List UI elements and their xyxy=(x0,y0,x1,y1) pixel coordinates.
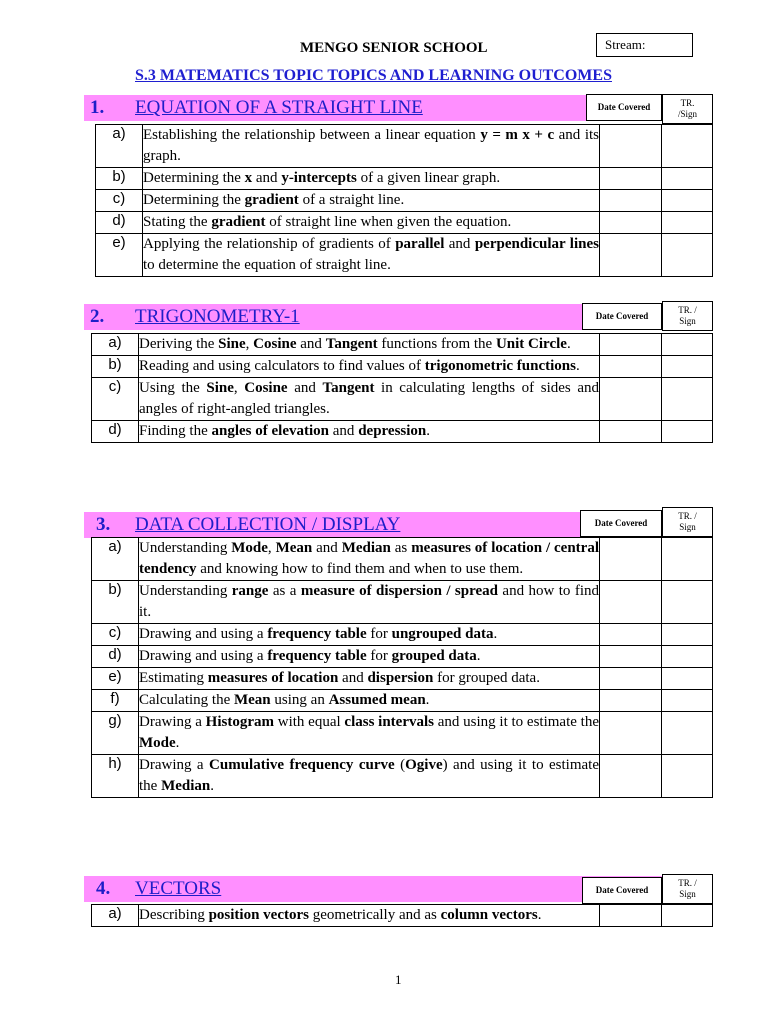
text-run: Understanding xyxy=(139,583,232,599)
tr-sign-cell[interactable] xyxy=(662,624,713,646)
text-run: of straight line when given the equation. xyxy=(265,214,512,230)
outcome-text xyxy=(139,378,600,421)
tr-sign-cell[interactable] xyxy=(662,378,713,421)
outcome-label: b) xyxy=(92,581,139,624)
section-table xyxy=(91,904,713,927)
outcome-label: b) xyxy=(96,168,143,190)
section-table xyxy=(95,124,713,277)
outcome-row xyxy=(92,538,713,581)
text-run: and xyxy=(338,670,368,686)
text-run: geometrically and as xyxy=(309,907,441,923)
tr-label: TR. xyxy=(680,98,695,108)
tr-sign-cell[interactable] xyxy=(662,234,713,277)
outcome-row xyxy=(92,378,713,421)
outcome-row xyxy=(92,334,713,356)
key-term: Median xyxy=(161,778,211,794)
key-term: grouped data xyxy=(391,648,477,664)
section-title: TRIGONOMETRY-1 xyxy=(135,306,300,327)
date-covered-cell[interactable] xyxy=(600,125,662,168)
text-run: for xyxy=(366,626,392,642)
text-run: in calculating lengths of sides and angles of right-angled triangles. xyxy=(139,380,600,417)
tr-sign-header xyxy=(662,507,713,537)
tr-sign-cell[interactable] xyxy=(662,125,713,168)
text-run: , xyxy=(245,336,254,352)
date-covered-cell[interactable] xyxy=(600,234,662,277)
section-number: 2. xyxy=(90,306,105,327)
tr-sign-cell[interactable] xyxy=(662,668,713,690)
outcome-label: g) xyxy=(92,712,139,755)
text-run: ( xyxy=(394,757,406,773)
key-term: dispersion xyxy=(367,670,434,686)
text-run: Finding the xyxy=(139,423,212,439)
date-covered-cell[interactable] xyxy=(600,356,662,378)
text-run: . xyxy=(426,423,431,439)
text-run: as a xyxy=(268,583,301,599)
outcome-label: d) xyxy=(92,421,139,443)
outcome-label: d) xyxy=(92,646,139,668)
tr-sign-header xyxy=(662,874,713,904)
outcome-row xyxy=(92,755,713,798)
outcome-label: e) xyxy=(96,234,143,277)
text-run: , xyxy=(267,540,276,556)
text-run: , xyxy=(233,380,245,396)
text-run: Calculating the xyxy=(139,692,234,708)
tr-sign-cell[interactable] xyxy=(662,712,713,755)
tr-sign-cell[interactable] xyxy=(662,421,713,443)
text-run: . xyxy=(493,626,498,642)
key-term: measures of location xyxy=(207,670,339,686)
tr-sign-header xyxy=(662,301,713,331)
text-run: Describing xyxy=(139,907,209,923)
text-run: for xyxy=(366,648,392,664)
text-run: . xyxy=(537,907,542,923)
section-number: 4. xyxy=(96,878,111,899)
outcome-text xyxy=(139,712,600,755)
outcome-label: a) xyxy=(92,538,139,581)
text-run: and xyxy=(312,540,342,556)
text-run: using an xyxy=(270,692,329,708)
text-run: . xyxy=(175,735,180,751)
tr-sign-cell[interactable] xyxy=(662,581,713,624)
items-body xyxy=(96,125,713,277)
outcome-text xyxy=(139,905,600,927)
section-title: DATA COLLECTION / DISPLAY xyxy=(135,514,401,535)
outcome-text xyxy=(139,356,600,378)
section-table xyxy=(91,537,713,798)
text-run: Drawing and using a xyxy=(139,626,268,642)
section-number: 3. xyxy=(96,514,111,535)
outcome-row xyxy=(92,356,713,378)
text-run: as xyxy=(390,540,412,556)
text-run: ) and using it to estimate the xyxy=(139,757,600,794)
outcome-label: c) xyxy=(92,378,139,421)
tr-label: TR. / xyxy=(678,305,697,315)
date-covered-cell[interactable] xyxy=(600,581,662,624)
text-run: Applying the relationship of gradients of xyxy=(143,236,396,252)
text-run: Drawing a xyxy=(139,757,210,773)
items-body xyxy=(92,334,713,443)
key-term: frequency table xyxy=(267,626,367,642)
text-run: Determining the xyxy=(143,170,245,186)
section-number: 1. xyxy=(90,97,105,118)
tr-sign-cell[interactable] xyxy=(662,334,713,356)
outcome-text xyxy=(143,234,600,277)
key-term: range xyxy=(231,583,269,599)
key-term: parallel xyxy=(395,236,445,252)
page-number: 1 xyxy=(395,972,402,987)
date-covered-cell[interactable] xyxy=(600,212,662,234)
key-term: column vectors xyxy=(440,907,538,923)
date-covered-cell[interactable] xyxy=(600,690,662,712)
text-run: Drawing a xyxy=(139,714,206,730)
key-term: Unit Circle xyxy=(495,336,567,352)
tr-sign-cell[interactable] xyxy=(662,212,713,234)
outcome-text xyxy=(139,755,600,798)
key-term: Mode xyxy=(231,540,268,556)
date-covered-header: Date Covered xyxy=(580,510,662,537)
text-run: . xyxy=(576,358,580,374)
section-header-2 xyxy=(84,304,662,330)
outcome-text xyxy=(143,212,600,234)
date-covered-cell[interactable] xyxy=(600,168,662,190)
outcome-label: b) xyxy=(92,356,139,378)
outcome-text xyxy=(143,190,600,212)
key-term: Mode xyxy=(139,735,176,751)
text-run: and xyxy=(287,380,323,396)
text-run: for grouped data. xyxy=(433,670,540,686)
date-covered-header: Date Covered xyxy=(582,303,662,330)
sign-label: Sign xyxy=(679,316,696,326)
key-term: Cosine xyxy=(253,336,297,352)
key-term: ungrouped data xyxy=(391,626,494,642)
date-covered-cell[interactable] xyxy=(600,378,662,421)
date-covered-cell[interactable] xyxy=(600,624,662,646)
text-run: and xyxy=(444,236,475,252)
outcome-label: h) xyxy=(92,755,139,798)
outcome-text xyxy=(139,538,600,581)
date-covered-header: Date Covered xyxy=(586,94,662,121)
outcome-row xyxy=(96,190,713,212)
key-term: measure of dispersion / spread xyxy=(300,583,498,599)
tr-sign-header xyxy=(662,94,713,124)
tr-sign-cell[interactable] xyxy=(662,538,713,581)
tr-label: TR. / xyxy=(678,511,697,521)
text-run: . xyxy=(425,692,430,708)
outcome-text xyxy=(143,125,600,168)
outcome-label: d) xyxy=(96,212,143,234)
sign-label: Sign xyxy=(679,522,696,532)
date-covered-cell[interactable] xyxy=(600,668,662,690)
date-covered-cell[interactable] xyxy=(600,712,662,755)
tr-sign-cell[interactable] xyxy=(662,168,713,190)
tr-sign-cell[interactable] xyxy=(662,356,713,378)
text-run: and knowing how to find them and when to use them. xyxy=(196,561,524,577)
section-header-1 xyxy=(84,95,662,121)
text-run: Deriving the xyxy=(139,336,219,352)
outcome-label: a) xyxy=(92,334,139,356)
tr-sign-cell[interactable] xyxy=(662,755,713,798)
date-covered-cell[interactable] xyxy=(600,334,662,356)
tr-sign-cell[interactable] xyxy=(662,646,713,668)
outcome-row xyxy=(96,125,713,168)
key-term: position vectors xyxy=(208,907,309,923)
outcome-row xyxy=(96,168,713,190)
date-covered-cell[interactable] xyxy=(600,646,662,668)
outcome-label: a) xyxy=(92,905,139,927)
stream-field[interactable]: Stream: xyxy=(596,33,693,57)
key-term: gradient xyxy=(211,214,266,230)
text-run: to determine the equation of straight line. xyxy=(143,257,391,273)
key-term: measures of location / central tendency xyxy=(139,540,599,577)
text-run: . xyxy=(210,778,214,794)
date-covered-cell[interactable] xyxy=(600,538,662,581)
key-term: Mean xyxy=(275,540,313,556)
key-term: y-intercepts xyxy=(281,170,357,186)
key-term: frequency table xyxy=(267,648,367,664)
outcome-row xyxy=(92,905,713,927)
text-run: . xyxy=(566,336,571,352)
section-table xyxy=(91,333,713,443)
text-run: Understanding xyxy=(139,540,232,556)
outcome-label: f) xyxy=(92,690,139,712)
outcome-text xyxy=(139,581,600,624)
outcome-text xyxy=(139,690,600,712)
outcome-text xyxy=(139,421,600,443)
key-term: class intervals xyxy=(344,714,434,730)
text-run: Estimating xyxy=(139,670,208,686)
outcome-label: c) xyxy=(92,624,139,646)
text-run: functions from the xyxy=(377,336,496,352)
text-run: of a straight line. xyxy=(298,192,405,208)
key-term: Mean xyxy=(233,692,271,708)
outcome-row xyxy=(92,581,713,624)
outcome-row xyxy=(92,624,713,646)
text-run: and its graph. xyxy=(143,127,599,164)
text-run: Using the xyxy=(139,380,207,396)
sign-label: Sign xyxy=(679,889,696,899)
date-covered-cell[interactable] xyxy=(600,905,662,927)
key-term: Cumulative frequency curve xyxy=(209,757,395,773)
date-covered-header: Date Covered xyxy=(582,877,662,904)
outcome-text xyxy=(139,646,600,668)
sign-label: /Sign xyxy=(677,109,697,119)
section-header-4 xyxy=(84,876,662,902)
key-term: gradient xyxy=(244,192,299,208)
outcome-text xyxy=(139,668,600,690)
section-title: EQUATION OF A STRAIGHT LINE xyxy=(135,97,423,118)
section-header-3 xyxy=(84,512,662,538)
text-run: of a given linear graph. xyxy=(356,170,501,186)
key-term: trigonometric functions xyxy=(424,358,576,374)
text-run: and xyxy=(329,423,359,439)
text-run: Reading and using calculators to find values of xyxy=(139,358,425,374)
text-run: Stating the xyxy=(143,214,212,230)
key-term: perpendicular lines xyxy=(474,236,599,252)
key-term: Assumed mean xyxy=(328,692,426,708)
outcome-label: c) xyxy=(96,190,143,212)
text-run: Determining the xyxy=(143,192,245,208)
text-run: . xyxy=(476,648,481,664)
outcome-row xyxy=(96,234,713,277)
tr-sign-cell[interactable] xyxy=(662,905,713,927)
key-term: Sine xyxy=(206,380,234,396)
key-term: Cosine xyxy=(244,380,288,396)
outcome-row xyxy=(92,712,713,755)
text-run: with equal xyxy=(273,714,345,730)
outcome-text xyxy=(143,168,600,190)
outcome-row xyxy=(92,690,713,712)
key-term: Tangent xyxy=(322,380,375,396)
key-term: Histogram xyxy=(205,714,274,730)
text-run: and how to find it. xyxy=(139,583,599,620)
key-term: Tangent xyxy=(325,336,378,352)
key-term: Median xyxy=(341,540,391,556)
text-run: Drawing and using a xyxy=(139,648,268,664)
school-name: MENGO SENIOR SCHOOL xyxy=(300,40,488,56)
date-covered-cell[interactable] xyxy=(600,755,662,798)
outcome-row xyxy=(92,668,713,690)
key-term: angles of elevation xyxy=(211,423,330,439)
outcome-label: a) xyxy=(96,125,143,168)
document-title: S.3 MATEMATICS TOPIC TOPICS AND LEARNING OUTCOMES xyxy=(135,67,612,84)
items-body xyxy=(92,538,713,798)
date-covered-cell[interactable] xyxy=(600,190,662,212)
key-term: Sine xyxy=(218,336,246,352)
key-term: y = m x + c xyxy=(480,127,555,143)
tr-sign-cell[interactable] xyxy=(662,190,713,212)
outcome-label: e) xyxy=(92,668,139,690)
key-term: x xyxy=(244,170,253,186)
outcome-text xyxy=(139,334,600,356)
date-covered-cell[interactable] xyxy=(600,421,662,443)
section-title: VECTORS xyxy=(135,878,222,899)
items-body xyxy=(92,905,713,927)
key-term: Ogive xyxy=(405,757,443,773)
outcome-row xyxy=(96,212,713,234)
text-run: and xyxy=(296,336,326,352)
text-run: and xyxy=(252,170,282,186)
outcome-row xyxy=(92,646,713,668)
text-run: and using it to estimate the xyxy=(434,714,599,730)
text-run: Establishing the relationship between a linear equation xyxy=(143,127,476,143)
outcome-row xyxy=(92,421,713,443)
key-term: depression xyxy=(358,423,427,439)
tr-label: TR. / xyxy=(678,878,697,888)
outcome-text xyxy=(139,624,600,646)
tr-sign-cell[interactable] xyxy=(662,690,713,712)
